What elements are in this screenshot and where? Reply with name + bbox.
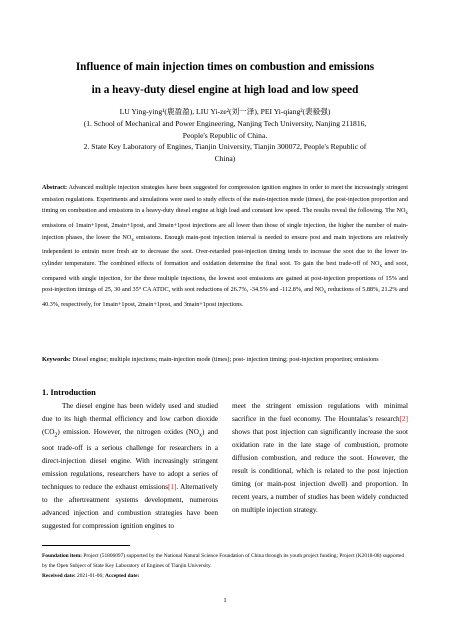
received-note (42, 571, 408, 581)
abstract-label: Abstract: (42, 184, 68, 191)
intro-left-text-1: The diesel engine has been widely used and studied due to its high thermal efficiency and low carbon dioxide (CO (42, 402, 218, 436)
page-number: 1 (223, 597, 227, 604)
received-label: Received date: (42, 573, 76, 579)
foundation-note (42, 551, 408, 571)
intro-left-text-3: ) and soot trade-off is a serious challenge for researchers in a direct-injection diesel engine. With increasingly stringent emission regulations, researchers have to adopt a series of techniques to reduce the exhaust emissions (42, 428, 218, 492)
affiliation-1-line-2: People's Republic of China. (182, 130, 268, 140)
title-line-2: in a heavy-duty diesel engine at high load and low speed (91, 84, 359, 96)
intro-paragraph-right (232, 400, 408, 517)
author-list: LU Ying-ying¹(鹿盈盈), LIU Yi-ze²(刘一泽), PEI Yi-qiang²(裴毅强) (119, 107, 331, 116)
abstract-text-5: reductions of 5.88%, 21.2% and 40.3%, respectively, for 1main+1post, 2main+1post, and 3main+1post injections. (42, 286, 408, 309)
intro-left-column (42, 400, 218, 533)
abstract-text-3: emissions. Enough main-post injection interval is needed to ensure post and main injections are relatively independent to entrain more fresh air to decrease the soot. Over-retarded post-injection timing tends to increase the soot due to the lower in-cylinder temperature. The combined effects of formation and oxidation determine the final soot. To gain the best trade-off of NO (42, 233, 408, 268)
section-heading-introduction: 1. Introduction (42, 388, 96, 397)
keywords-label: Keywords: (42, 356, 71, 363)
abstract-text-4: and soot, compared with single injection, for the three multiple injections, the lowest soot emissions are gained at post-injection proportions of 15% and post-injection timings of 25, 30 and 35° CA ATDC, with soot reductions of 26.7%, -34.5% and -112.8%, and NO (42, 260, 408, 294)
intro-right-text-2: shows that post injection can significantly increase the soot oxidation rate in the late stage of combustion, promote diffusion combustion, and reduce the soot. However, the result is conditional, which is related to the post injection timing (or main-post injection dwell) and proportion. In recent years, a number of studies has been widely conducted on multiple injection strategy. (232, 428, 408, 514)
abstract-text-1: Advanced multiple injection strategies have been suggested for compression ignition engines in order to meet the increasingly stringent emission regulations. Experiments and simulations were used to study effects of the main-injection mode (times), the post-injection proportion and timing on combustion and emissions in a heavy-duty diesel engine at high load and constant low speed. The results reveal the following. The NO (42, 184, 408, 215)
title-line-1: Influence of main injection times on combustion and emissions (75, 61, 375, 73)
abstract: Abstract: Advanced multiple injection strategies have been suggested for compression ignition engines in order to meet the increasingly stringent emission regulations. Experiments and simulations were used to study effects of the main-injection mode (times), the post-injection proportion and timing on combustion and emissions in a heavy-duty diesel engine at high load and constant low speed. The results reveal the following. The $NO_x$ emissions of 1main+1post, 2main+1post, and 3main+1post injections are all lower than those of single injection, the higher the number of main-injection phases, the lower the $NO_x$ emissions. Enough main-post injection interval is needed to ensure post and main injections are relatively independent to entrain more fresh air to decrease the soot. Over-retarded post-injection timing tends to increase the soot due to the lower in-cylinder temperature. The combined effects of formation and oxidation determine the final soot. To gain the best trade-off of $NO_x$ and soot, compared with single injection, for the three multiple injections, the lowest soot emissions are gained at post-injection proportions of 15% and post-injection timings of 25, 30 and 35° CA ATDC, with soot reductions of 26.7%, -34.5% and -112.8%, and $NO_x$ reductions of 5.88%, 21.2% and 40.3%, respectively, for 1main+1post, 2main+1post, and 3main+1post injections. (42, 184, 408, 309)
keywords (42, 354, 408, 366)
affiliations (30, 118, 420, 164)
citation-link-1[interactable]: [1] (168, 483, 177, 492)
foundation-text: Project (51806097) supported by the National Natural Science Foundation of China through its youth project funding; Project (K2018-08) supported by the Open Subject of State Key Laboratory of Engines of Tianjin University. (42, 553, 405, 569)
citation-link-2[interactable]: [2] (399, 415, 408, 423)
intro-right-column (232, 400, 408, 517)
received-date: 2021-01-06; (75, 573, 106, 579)
affiliation-2-line-2: China) (214, 153, 236, 163)
abstract-text-2: emissions of 1main+1post, 2main+1post, and 3main+1post injections are all lower than those of single injection, the higher the number of main-injection phases, the lower the NO (42, 222, 408, 241)
intro-right-text-1: meet the stringent emission regulations with minimal sacrifice in the fuel economy. The Hountalas’s research (232, 402, 408, 423)
keywords-text: Diesel engine; multiple injections; main-injection mode (times); post- injection timing; post-injection proportion; emissions (70, 356, 379, 363)
intro-paragraph-left: The diesel engine has been widely used and studied due to its high thermal efficiency and low carbon dioxide $(CO_2)$ emission. However, the nitrogen oxides $(NO_x)$ and soot trade-off is a serious challenge for researchers in a direct-injection diesel engine. With increasingly stringent emission regulations, researchers have to adopt a series of techniques to reduce the exhaust emissions[1]. Alternatively to the aftertreatment systems development, numerous advanced injection and combustion strategies have been suggested for compression ignition engines to (42, 402, 218, 531)
affiliation-1-line-1: (1. School of Mechanical and Power Engineering, Nanjing Tech University, Nanjing 211816, (83, 119, 367, 128)
paper-title (30, 56, 420, 102)
footnote (42, 551, 408, 581)
foundation-label: Foundation item: (42, 553, 82, 559)
accepted-label: Accepted date: (105, 573, 140, 579)
intro-left-text-2: ) emission. However, the nitrogen oxides (NO (57, 428, 199, 436)
intro-left-text-4: . Alternatively to the aftertreatment systems development, numerous advanced injection and combustion strategies have been suggested for compression ignition engines to (42, 483, 218, 531)
affiliation-2-line-1: 2. State Key Laboratory of Engines, Tianjin University, Tianjin 300072, People's Republic of (83, 142, 367, 151)
footnote-divider (42, 545, 130, 546)
